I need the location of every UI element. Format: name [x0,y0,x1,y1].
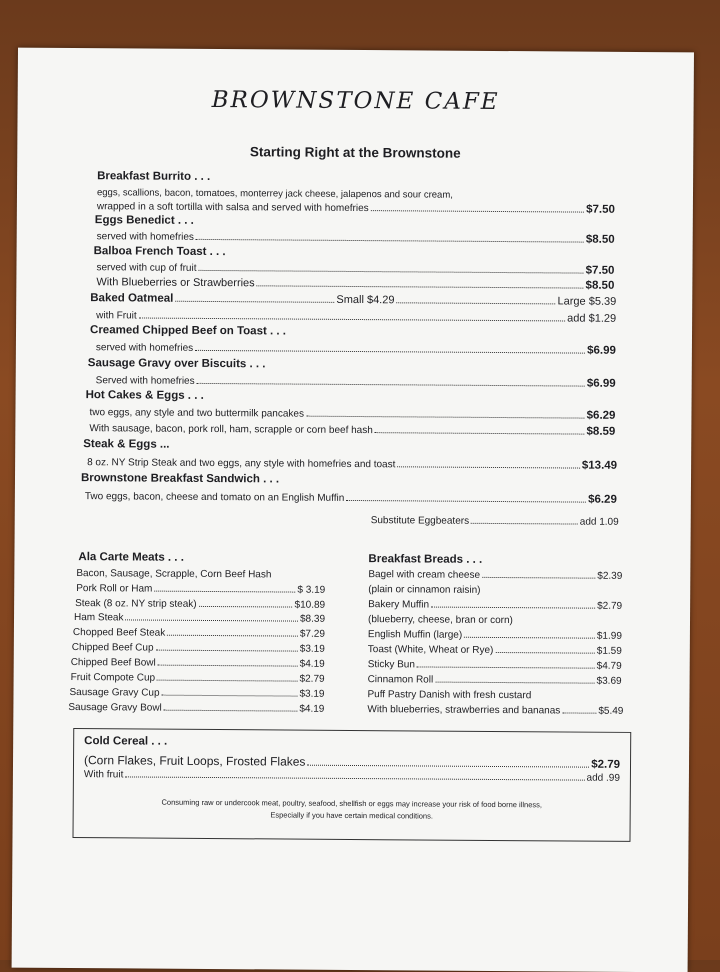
bread-bagel-note: (plain or cinnamon raisin) [368,584,481,596]
alacarte-item [74,612,325,625]
item-burrito-line [97,200,615,216]
alacarte-item-name: Pork Roll or Ham [76,583,153,595]
item-toast-name: Balboa French Toast . . . [93,245,226,259]
item-hotcakes-line2 [89,422,615,438]
item-steak-desc: 8 oz. NY Strip Steak and two eggs, any style with homefries and toast [87,457,396,471]
item-oatmeal-desc: with Fruit [96,310,137,322]
bread-english-line [368,629,622,642]
item-creamed-desc: served with homefries [95,342,194,354]
item-steak-price: $13.49 [581,459,618,472]
alacarte-item-name: Steak (8 oz. NY strip steak) [75,598,197,610]
alacarte-item-name: Chipped Beef Cup [71,642,154,654]
item-toast-price2: $8.50 [585,279,615,292]
bread-cinnamon-line [368,674,622,687]
substitute-price: add 1.09 [579,516,619,528]
cereal-desc: (Corn Flakes, Fruit Loops, Frosted Flakes [83,753,306,769]
menu-page [12,48,694,972]
cereal-fruit-price: add .99 [586,772,620,784]
item-steak-name: Steak & Eggs ... [83,438,170,451]
alacarte-item-name: Fruit Compote Cup [70,672,156,684]
item-benedict-name: Eggs Benedict . . . [94,214,194,227]
bread-toast-price: $1.59 [596,645,622,657]
item-toast-line2 [96,276,614,292]
alacarte-item [68,702,324,715]
alacarte-item-price: $3.19 [299,643,325,655]
item-oatmeal-add: add $1.29 [567,312,617,325]
item-benedict-price: $8.50 [585,233,615,246]
alacarte-item-price: $8.39 [299,613,326,625]
item-creamed-name: Creamed Chipped Beef on Toast . . . [89,324,287,338]
alacarte-item-name: Sausage Gravy Cup [69,687,160,699]
bread-danish: Puff Pastry Danish with fresh custard [367,689,532,702]
item-sandwich-name: Brownstone Breakfast Sandwich . . . [80,472,280,486]
item-steak-line [87,456,617,472]
food-warning-1: Consuming raw or undercook meat, poultry, seafood, shellfish or eggs may increase your risk of food borne illness, [161,797,543,810]
item-hotcakes-price: $6.29 [586,409,616,422]
item-gravy-line [96,374,616,390]
item-oatmeal-fruit-line [96,309,616,325]
cereal-line [84,753,620,771]
cereal-price: $2.79 [591,758,621,771]
item-oatmeal-line [90,292,616,308]
alacarte-item-name: Chopped Beef Steak [72,627,166,639]
bread-toast-line [368,644,622,657]
alacarte-item-price: $3.19 [299,688,325,700]
alacarte-item-name: Sausage Gravy Bowl [68,702,162,714]
alacarte-item [76,583,325,596]
bread-muffin-line [368,599,622,612]
item-hotcakes-desc2: With sausage, bacon, pork roll, ham, scrapple or corn beef hash [89,423,373,437]
cereal-fruit: With fruit [83,769,124,781]
bread-english: English Muffin (large) [367,629,463,641]
item-toast-desc: served with cup of fruit [96,262,197,274]
bread-danish2: With blueberries, strawberries and bananas [367,704,561,717]
cereal-fruit-line [84,769,620,784]
bread-muffin-price: $2.79 [597,600,623,612]
cereal-heading: Cold Cereal . . . [84,735,168,748]
bread-danish-price: $5.49 [598,705,624,717]
alacarte-item [71,672,325,685]
alacarte-item-name: Chipped Beef Bowl [70,657,156,669]
item-oatmeal-large: Large $5.39 [557,295,617,308]
bread-english-price: $1.99 [596,630,622,642]
cafe-title: BROWNSTONE CAFE [211,86,500,116]
alacarte-item-price: $4.19 [299,658,325,670]
item-burrito-price: $7.50 [586,203,615,216]
menu-subtitle: Starting Right at the Brownstone [249,144,461,161]
substitute-line [371,515,619,528]
item-creamed-line [96,341,616,357]
bread-cinnamon: Cinnamon Roll [367,674,434,686]
alacarte-item [69,687,324,700]
item-burrito-desc: eggs, scallions, bacon, tomatoes, monterrey jack cheese, jalapenos and sour cream, [96,187,453,201]
item-toast-desc2: With Blueberries or Strawberries [96,276,255,290]
alacarte-item-price: $7.29 [299,628,325,640]
item-hotcakes-desc: two eggs, any style and two buttermilk pancakes [89,407,305,420]
bread-danish-line [367,704,623,717]
bread-cinnamon-price: $3.69 [596,675,622,687]
alacarte-item-price: $4.19 [299,703,325,715]
bread-toast: Toast (White, Wheat or Rye) [367,644,494,656]
alacarte-item [72,642,325,655]
item-toast-line [96,261,614,277]
item-gravy-desc: Served with homefries [95,375,195,387]
item-burrito-name: Breakfast Burrito . . . [97,170,211,183]
bread-muffin: Bakery Muffin [368,599,430,611]
item-burrito-desc2: wrapped in a soft tortilla with salsa and served with homefries [96,201,369,215]
bread-sticky-price: $4.79 [596,660,622,672]
item-oatmeal-name: Baked Oatmeal [90,292,174,305]
item-sandwich-desc: Two eggs, bacon, cheese and tomato on an English Muffin [84,491,345,504]
alacarte-intro: Bacon, Sausage, Scrapple, Corn Beef Hash [76,568,272,581]
alacarte-item [73,627,325,640]
item-sandwich-line [85,490,617,506]
alacarte-item-price: $2.79 [299,673,325,685]
item-hotcakes-name: Hot Cakes & Eggs . . . [85,389,204,402]
bread-bagel-line [368,569,622,582]
alacarte-item [75,598,325,611]
item-creamed-price: $6.99 [587,344,616,357]
alacarte-item-price: $10.89 [294,599,326,611]
alacarte-item-price: $ 3.19 [297,584,326,596]
breads-heading: Breakfast Breads . . . [368,553,483,566]
item-hotcakes-line [89,406,615,422]
cereal-box [72,728,631,842]
item-oatmeal-small: Small $4.29 [336,293,395,307]
item-benedict-line [97,230,615,246]
bread-muffin-note: (blueberry, cheese, bran or corn) [367,614,513,627]
item-gravy-name: Sausage Gravy over Biscuits . . . [87,357,266,371]
substitute-label: Substitute Eggbeaters [370,515,470,527]
item-sandwich-price: $6.29 [588,493,617,506]
alacarte-heading: Ala Carte Meats . . . [78,551,184,564]
bread-bagel-price: $2.39 [597,570,623,582]
item-toast-price: $7.50 [585,264,615,277]
bread-bagel: Bagel with cream cheese [368,569,481,581]
food-warning-2: Especially if you have certain medical conditions. [270,810,433,821]
item-benedict-desc: served with homefries [96,231,194,243]
alacarte-item [71,657,325,670]
item-hotcakes-price2: $8.59 [586,425,616,438]
item-gravy-price: $6.99 [586,377,616,390]
bread-sticky-line [368,659,622,672]
bread-sticky: Sticky Bun [367,659,415,671]
alacarte-item-name: Ham Steak [73,612,124,624]
